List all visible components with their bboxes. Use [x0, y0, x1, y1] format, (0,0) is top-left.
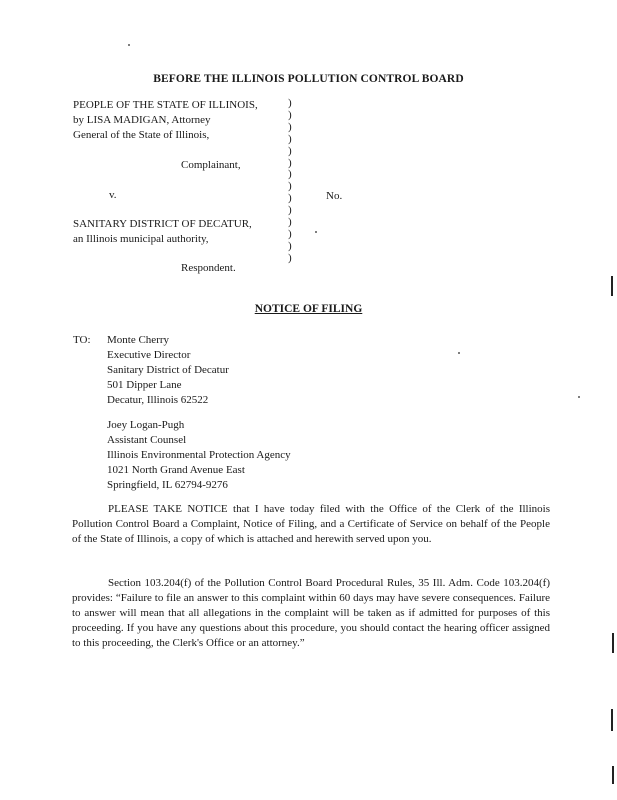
recipient-block-1 [107, 333, 229, 408]
caption-bracket: ) [288, 180, 292, 193]
recipient-line: Springfield, IL 62794-9276 [107, 479, 228, 491]
caption-bracket: ) [288, 156, 292, 169]
to-label: TO: [73, 334, 91, 346]
procedural-rules-paragraph: Section 103.204(f) of the Pollution Control Board Procedural Rules, 35 Ill. Adm. Code 103.204(f) provides: “Failure to file an answer to this complaint within 60 days may have severe consequences. Failure to answer will mean that all allegations in the complaint will be taken as if admitted for purposes of this proceeding. If you have any questions about this procedure, you should contact the hearing officer assigned to this proceeding, the Clerk's Office or an attorney.” [72, 577, 550, 649]
caption-bracket-column [288, 98, 298, 265]
case-number-label: No. [326, 190, 343, 202]
recipient-line: Executive Director [107, 349, 191, 361]
recipient-line: Sanitary District of Decatur [107, 364, 229, 376]
recipient-line: Decatur, Illinois 62522 [107, 394, 209, 406]
caption-bracket: ) [288, 144, 292, 157]
caption-bracket: ) [288, 168, 292, 181]
plaintiff-attorney: by LISA MADIGAN, Attorney [73, 114, 211, 126]
scan-margin-mark [612, 766, 614, 784]
recipient-line: 1021 North Grand Avenue East [107, 464, 245, 476]
caption-bracket: ) [288, 132, 292, 145]
defendant-description: an Illinois municipal authority, [73, 233, 209, 245]
notice-of-filing-title: NOTICE OF FILING [254, 303, 363, 315]
caption-bracket: ) [288, 97, 292, 109]
versus-label: v. [109, 189, 117, 201]
scan-speck [578, 396, 580, 398]
plaintiff-attorney-title: General of the State of Illinois, [73, 129, 210, 141]
recipient-line: 501 Dipper Lane [107, 379, 182, 391]
scan-speck [315, 231, 317, 233]
caption-bracket: ) [288, 120, 292, 133]
notice-paragraph: PLEASE TAKE NOTICE that I have today filed with the Office of the Clerk of the Illinois Pollution Control Board a Complaint, Notice of Filing, and a Certificate of Service on behalf of the People of the State of Illinois, a copy of which is attached and herewith served upon you. [72, 503, 550, 545]
respondent-label: Respondent. [181, 262, 236, 274]
caption-bracket: ) [288, 204, 292, 217]
defendant-name: SANITARY DISTRICT OF DECATUR, [73, 218, 252, 230]
caption-bracket: ) [288, 239, 292, 252]
scan-margin-mark [611, 709, 613, 731]
plaintiff-name: PEOPLE OF THE STATE OF ILLINOIS, [73, 99, 258, 111]
caption-bracket: ) [288, 192, 292, 205]
board-heading: BEFORE THE ILLINOIS POLLUTION CONTROL BOARD [153, 73, 464, 85]
recipient-line: Assistant Counsel [107, 434, 187, 446]
caption-bracket: ) [288, 251, 292, 264]
recipient-line: Illinois Environmental Protection Agency [107, 449, 291, 461]
recipient-line: Joey Logan-Pugh [107, 419, 185, 431]
scan-speck [458, 352, 460, 354]
caption-bracket: ) [288, 227, 292, 240]
recipient-line: Monte Cherry [107, 334, 170, 346]
scan-margin-mark [611, 276, 613, 296]
complainant-label: Complainant, [181, 159, 241, 171]
caption-bracket: ) [288, 216, 292, 229]
scan-speck [128, 44, 130, 46]
recipient-block-2 [107, 418, 291, 493]
caption-bracket: ) [288, 108, 292, 121]
scan-margin-mark [612, 633, 614, 653]
